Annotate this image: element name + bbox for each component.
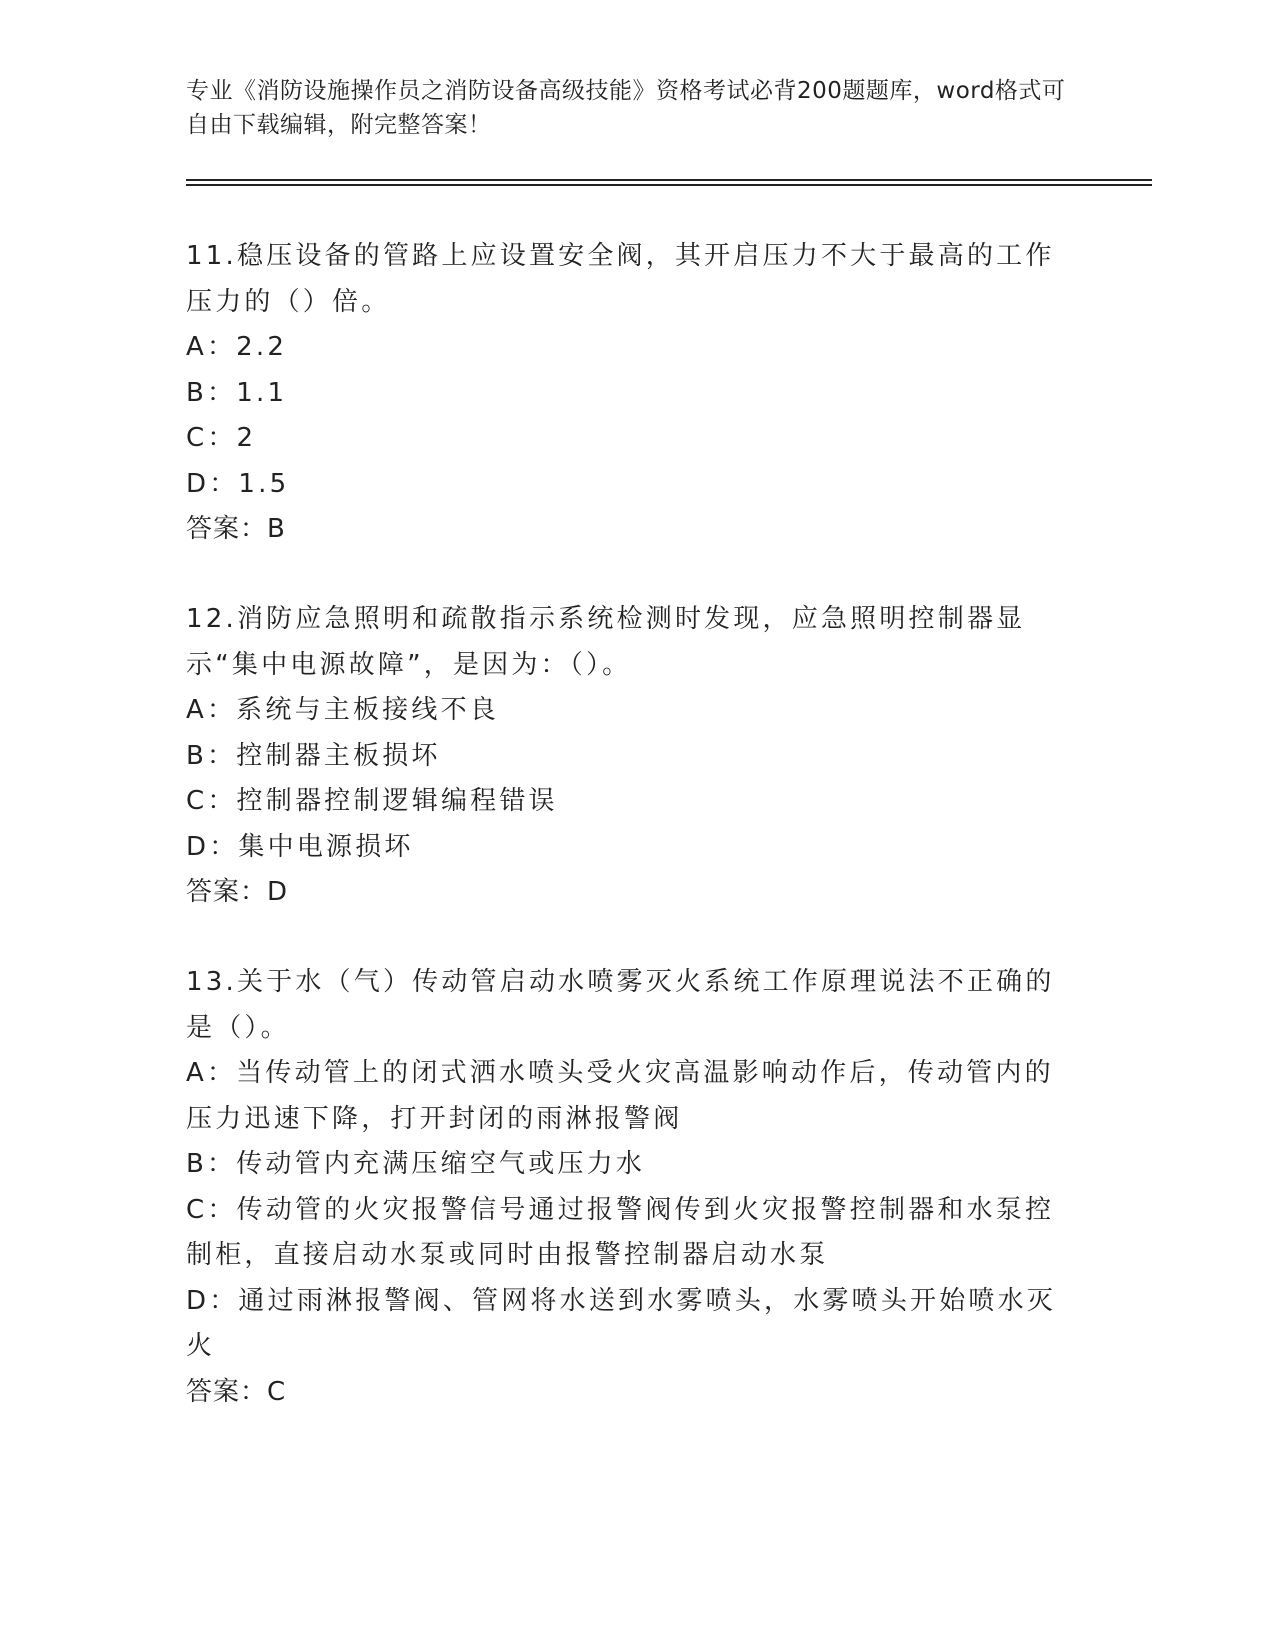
answer-line: 答案：C [186, 1376, 287, 1407]
document-intro: 专业《消防设施操作员之消防设备高级技能》资格考试必背200题题库，word格式可自由下载编辑，附完整答案！ [186, 78, 1066, 138]
option-a: A：2.2 [186, 332, 288, 362]
question-12 [186, 597, 1076, 916]
option-d: D：1.5 [186, 468, 290, 499]
option-b: B：控制器主板损坏 [186, 740, 441, 771]
question-stem: 13.关于水（气）传动管启动水喷雾灭火系统工作原理说法不正确的是（）。 [186, 967, 1055, 1043]
header-divider-top [186, 179, 1152, 181]
option-c: C：控制器控制逻辑编程错误 [186, 786, 558, 816]
question-stem: 11.稳压设备的管路上应设置安全阀，其开启压力不大于最高的工作压力的（）倍。 [186, 241, 1055, 317]
option-d: D：通过雨淋报警阀、管网将水送到水雾喷头，水雾喷头开始喷水灭火 [186, 1285, 1057, 1361]
answer-line: 答案：D [186, 877, 289, 907]
option-a: A：当传动管上的闭式洒水喷头受火灾高温影响动作后，传动管内的压力迅速下降，打开封闭的雨淋报警阀 [186, 1058, 1054, 1134]
question-stem: 12.消防应急照明和疏散指示系统检测时发现，应急照明控制器显示“集中电源故障”，是因为：（）。 [186, 604, 1026, 680]
option-b: B：传动管内充满压缩空气或压力水 [186, 1149, 646, 1179]
option-d: D：集中电源损坏 [186, 831, 414, 862]
answer-line: 答案：B [186, 514, 286, 544]
option-c: C：2 [186, 423, 257, 453]
header-divider-bottom [186, 184, 1152, 186]
question-11 [186, 234, 1076, 553]
question-13 [186, 960, 1076, 1415]
option-c: C：传动管的火灾报警信号通过报警阀传到火灾报警控制器和水泵控制柜，直接启动水泵或同时由报警控制器启动水泵 [186, 1194, 1055, 1270]
option-a: A：系统与主板接线不良 [186, 695, 499, 725]
option-b: B：1.1 [186, 377, 288, 408]
